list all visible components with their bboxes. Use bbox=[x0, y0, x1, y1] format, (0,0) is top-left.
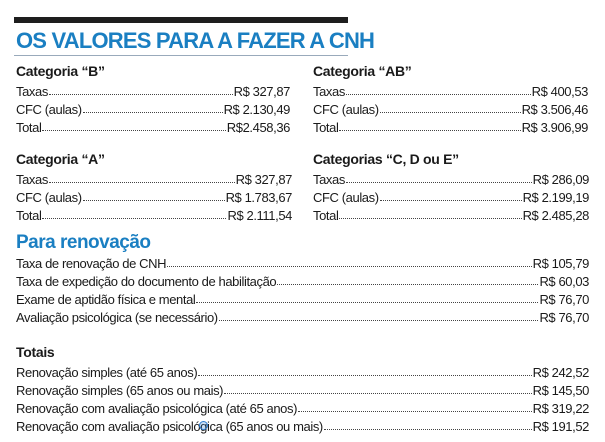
dot-leader bbox=[198, 375, 531, 376]
dot-leader bbox=[196, 302, 538, 303]
row-value: R$ 319,22 bbox=[532, 401, 589, 416]
totais-row bbox=[16, 416, 589, 434]
totais-row bbox=[16, 380, 589, 398]
row-value: R$ 400,53 bbox=[531, 84, 588, 99]
top-rule bbox=[14, 17, 348, 23]
dot-leader bbox=[167, 266, 531, 267]
row-label: Taxas bbox=[16, 84, 48, 99]
dot-leader bbox=[49, 94, 233, 95]
category-cde-cfc-row bbox=[313, 187, 589, 205]
row-label: CFC (aulas) bbox=[313, 190, 379, 205]
row-label: Taxas bbox=[313, 172, 345, 187]
row-value: R$ 2.111,54 bbox=[227, 208, 292, 223]
row-value: R$ 3.506,46 bbox=[521, 102, 588, 117]
renovacao-block bbox=[16, 253, 589, 325]
category-a-title: Categoria “A” bbox=[16, 151, 105, 167]
dot-leader bbox=[83, 200, 225, 201]
row-label: Renovação simples (até 65 anos) bbox=[16, 365, 198, 380]
category-cde-total-row bbox=[313, 205, 589, 223]
row-value: R$ 191,52 bbox=[532, 419, 589, 434]
row-value: R$ 105,79 bbox=[532, 256, 589, 271]
dot-leader bbox=[298, 411, 532, 412]
dot-leader bbox=[49, 182, 235, 183]
headline: OS VALORES PARA A FAZER A CNH bbox=[16, 28, 375, 53]
row-label: Total bbox=[16, 120, 42, 135]
renovacao-row bbox=[16, 271, 589, 289]
row-label: Avaliação psicológica (se necessário) bbox=[16, 310, 218, 325]
category-cde-taxas-row bbox=[313, 169, 589, 187]
dot-leader bbox=[346, 94, 531, 95]
row-label: Renovação com avaliação psicológica (65 anos ou mais) bbox=[16, 419, 323, 434]
row-label: Renovação simples (65 anos ou mais) bbox=[16, 383, 224, 398]
row-value: R$ 145,50 bbox=[532, 383, 589, 398]
category-b-total-row bbox=[16, 117, 290, 135]
totais-row bbox=[16, 398, 589, 416]
category-ab-title: Categoria “AB” bbox=[313, 63, 412, 79]
category-cde-title: Categorias “C, D ou E” bbox=[313, 151, 459, 167]
category-b-title: Categoria “B” bbox=[16, 63, 105, 79]
category-a-cfc-row bbox=[16, 187, 292, 205]
row-label: CFC (aulas) bbox=[313, 102, 379, 117]
totais-title: Totais bbox=[16, 344, 55, 360]
row-value: R$ 2.199,19 bbox=[522, 190, 589, 205]
totais-block bbox=[16, 344, 589, 434]
dot-leader bbox=[339, 218, 521, 219]
row-value: R$ 2.130,49 bbox=[223, 102, 290, 117]
row-label: Taxa de expedição do documento de habilitação bbox=[16, 274, 277, 289]
totais-row bbox=[16, 362, 589, 380]
row-label: Total bbox=[313, 208, 339, 223]
dot-leader bbox=[219, 320, 539, 321]
dot-leader bbox=[339, 130, 520, 131]
row-value: R$ 1.783,67 bbox=[225, 190, 292, 205]
dot-leader bbox=[224, 393, 531, 394]
category-ab-block bbox=[313, 63, 588, 135]
row-label: Renovação com avaliação psicológica (até 65 anos) bbox=[16, 401, 298, 416]
row-label: CFC (aulas) bbox=[16, 190, 82, 205]
row-value: R$ 286,09 bbox=[532, 172, 589, 187]
category-b-taxas-row bbox=[16, 81, 290, 99]
dot-leader bbox=[277, 284, 538, 285]
category-b-block bbox=[16, 63, 290, 135]
row-label: CFC (aulas) bbox=[16, 102, 82, 117]
row-label: Total bbox=[313, 120, 339, 135]
category-a-block bbox=[16, 151, 292, 223]
category-ab-total-row bbox=[313, 117, 588, 135]
row-value: R$2.458,36 bbox=[226, 120, 290, 135]
row-label: Exame de aptidão física e mental bbox=[16, 292, 196, 307]
renovacao-row bbox=[16, 289, 589, 307]
category-a-total-row bbox=[16, 205, 292, 223]
headline-underline bbox=[14, 55, 348, 56]
row-value: R$ 242,52 bbox=[532, 365, 589, 380]
row-value: R$ 3.906,99 bbox=[521, 120, 588, 135]
dot-leader bbox=[42, 130, 225, 131]
category-ab-cfc-row bbox=[313, 99, 588, 117]
renovacao-title: Para renovação bbox=[16, 232, 151, 253]
dot-leader bbox=[324, 429, 532, 430]
dot-leader bbox=[346, 182, 532, 183]
cursor-icon bbox=[199, 421, 208, 430]
row-value: R$ 76,70 bbox=[539, 310, 589, 325]
row-label: Taxa de renovação de CNH bbox=[16, 256, 167, 271]
dot-leader bbox=[380, 200, 522, 201]
category-ab-taxas-row bbox=[313, 81, 588, 99]
category-cde-block bbox=[313, 151, 589, 223]
row-label: Total bbox=[16, 208, 42, 223]
row-value: R$ 2.485,28 bbox=[522, 208, 589, 223]
row-value: R$ 60,03 bbox=[539, 274, 589, 289]
renovacao-row bbox=[16, 253, 589, 271]
dot-leader bbox=[83, 112, 223, 113]
dot-leader bbox=[380, 112, 521, 113]
row-value: R$ 76,70 bbox=[539, 292, 589, 307]
category-b-cfc-row bbox=[16, 99, 290, 117]
category-a-taxas-row bbox=[16, 169, 292, 187]
renovacao-row bbox=[16, 307, 589, 325]
row-label: Taxas bbox=[16, 172, 48, 187]
row-label: Taxas bbox=[313, 84, 345, 99]
row-value: R$ 327,87 bbox=[233, 84, 290, 99]
dot-leader bbox=[42, 218, 226, 219]
row-value: R$ 327,87 bbox=[235, 172, 292, 187]
